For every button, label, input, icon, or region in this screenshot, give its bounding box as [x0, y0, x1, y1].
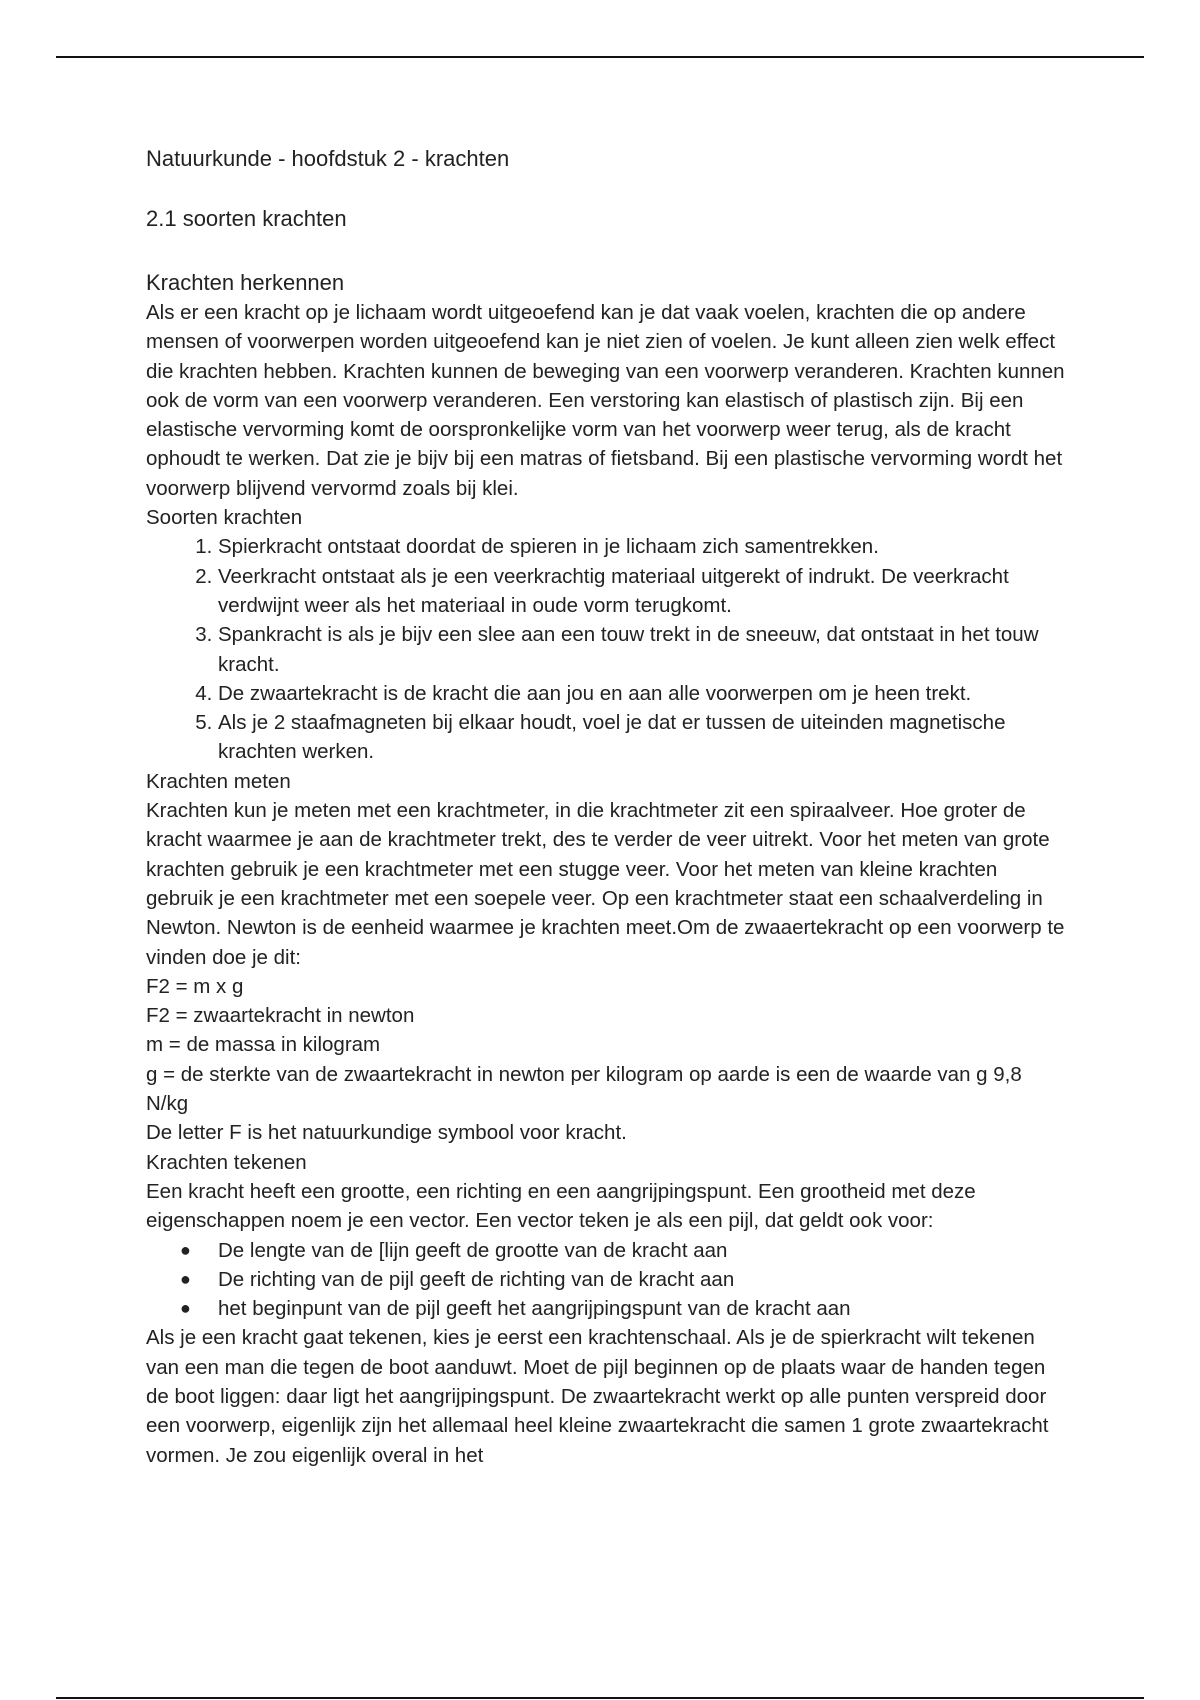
symbol-note: De letter F is het natuurkundige symbool voor kracht.: [146, 1121, 627, 1145]
list-item-text: het beginpunt van de pijl geeft het aangrijpingspunt van de kracht aan: [218, 1297, 851, 1321]
bullet-icon: ●: [180, 1239, 191, 1260]
paragraph-tekenen: Een kracht heeft een grootte, een richting en een aangrijpingspunt. Een grootheid met deze eigenschappen noem je een vector. Een vector teken je als een pijl, dat geldt ook voor:: [146, 1179, 976, 1233]
list-item: 1. Spierkracht ontstaat doordat de spieren in je lichaam zich samentrekken.: [218, 532, 1066, 561]
list-item: 2. Veerkracht ontstaat als je een veerkrachtig materiaal uitgerekt of indrukt. De veerkracht verdwijnt weer als het materiaal in oude vorm terugkomt.: [218, 562, 1066, 621]
list-item: [180, 1294, 1066, 1323]
heading-krachten-herkennen: Krachten herkennen: [146, 270, 345, 295]
section-heading: 2.1 soorten krachten: [146, 206, 347, 231]
heading-krachten-meten: Krachten meten: [146, 769, 291, 793]
bottom-rule: [56, 1697, 1144, 1699]
paragraph-meten: Krachten kun je meten met een krachtmeter, in die krachtmeter zit een spiraalveer. Hoe groter de kracht waarmee je aan de krachtmeter trekt, des te verder de veer uitrekt. Voor het meten van grote krachten gebruik je een krachtmeter met een stugge veer. Voor het meten van kleine krachten gebruik je een krachtmeter met een soepele veer. Op een krachtmeter staat een schaalverdeling in Newton. Newton is de eenheid waarmee je krachten meet.Om de zwaaertekracht op een voorwerp te vinden doe je dit:: [146, 799, 1065, 969]
formula: F2 = m x g: [146, 974, 244, 998]
top-rule: [56, 56, 1144, 58]
list-item: 5. Als je 2 staafmagneten bij elkaar houdt, voel je dat er tussen de uiteinden magnetische krachten werken.: [218, 708, 1066, 767]
definition-f2: F2 = zwaartekracht in newton: [146, 1004, 415, 1028]
list-item-text: De lengte van de [lijn geeft de grootte van de kracht aan: [218, 1238, 728, 1262]
list-item: 4. De zwaartekracht is de kracht die aan jou en aan alle voorwerpen om je heen trekt.: [218, 679, 1066, 708]
list-item: [180, 1236, 1066, 1265]
paragraph-tekenen-2: Als je een kracht gaat tekenen, kies je eerst een krachtenschaal. Als je de spierkracht wilt tekenen van een man die tegen de boot aanduwt. Moet de pijl beginnen op de plaats waar de handen tegen de boot liggen: daar ligt het aangrijpingspunt. De zwaartekracht werkt op alle punten verspreid door een voorwerp, eigenlijk zijn het allemaal heel kleine zwaartekracht die samen 1 grote zwaartekracht vormen. Je zou eigenlijk overal in het: [146, 1326, 1049, 1467]
list-item: 3. Spankracht is als je bijv een slee aan een touw trekt in de sneeuw, dat ontstaat in het touw kracht.: [218, 620, 1066, 679]
heading-soorten-krachten: Soorten krachten: [146, 506, 303, 530]
paragraph-herkennen: Als er een kracht op je lichaam wordt uitgeoefend kan je dat vaak voelen, krachten die op andere mensen of voorwerpen worden uitgeoefend kan je niet zien of voelen. Je kunt alleen zien welk effect die krachten hebben. Krachten kunnen de beweging van een voorwerp veranderen. Krachten kunnen ook de vorm van een voorwerp veranderen. Een verstoring kan elastisch of plastisch zijn. Bij een elastische vervorming komt de oorspronkelijke vorm van het voorwerp weer terug, als de kracht ophoudt te werken. Dat zie je bijv bij een matras of fietsband. Bij een plastische vervorming wordt het voorwerp blijvend vervormd zoals bij klei.: [146, 301, 1065, 500]
bullet-icon: ●: [180, 1298, 191, 1319]
heading-krachten-tekenen: Krachten tekenen: [146, 1150, 307, 1174]
definition-m: m = de massa in kilogram: [146, 1033, 381, 1057]
definition-g: g = de sterkte van de zwaartekracht in newton per kilogram op aarde is een de waarde van g 9,8 N/kg: [146, 1062, 1022, 1116]
document-body: [146, 144, 1066, 1470]
list-item-text: De richting van de pijl geeft de richting van de kracht aan: [218, 1267, 735, 1291]
bullet-icon: ●: [180, 1268, 191, 1289]
numbered-list-soorten: [146, 532, 1066, 766]
document-title: Natuurkunde - hoofdstuk 2 - krachten: [146, 146, 510, 171]
list-item: [180, 1265, 1066, 1294]
bullet-list-tekenen: [146, 1236, 1066, 1324]
